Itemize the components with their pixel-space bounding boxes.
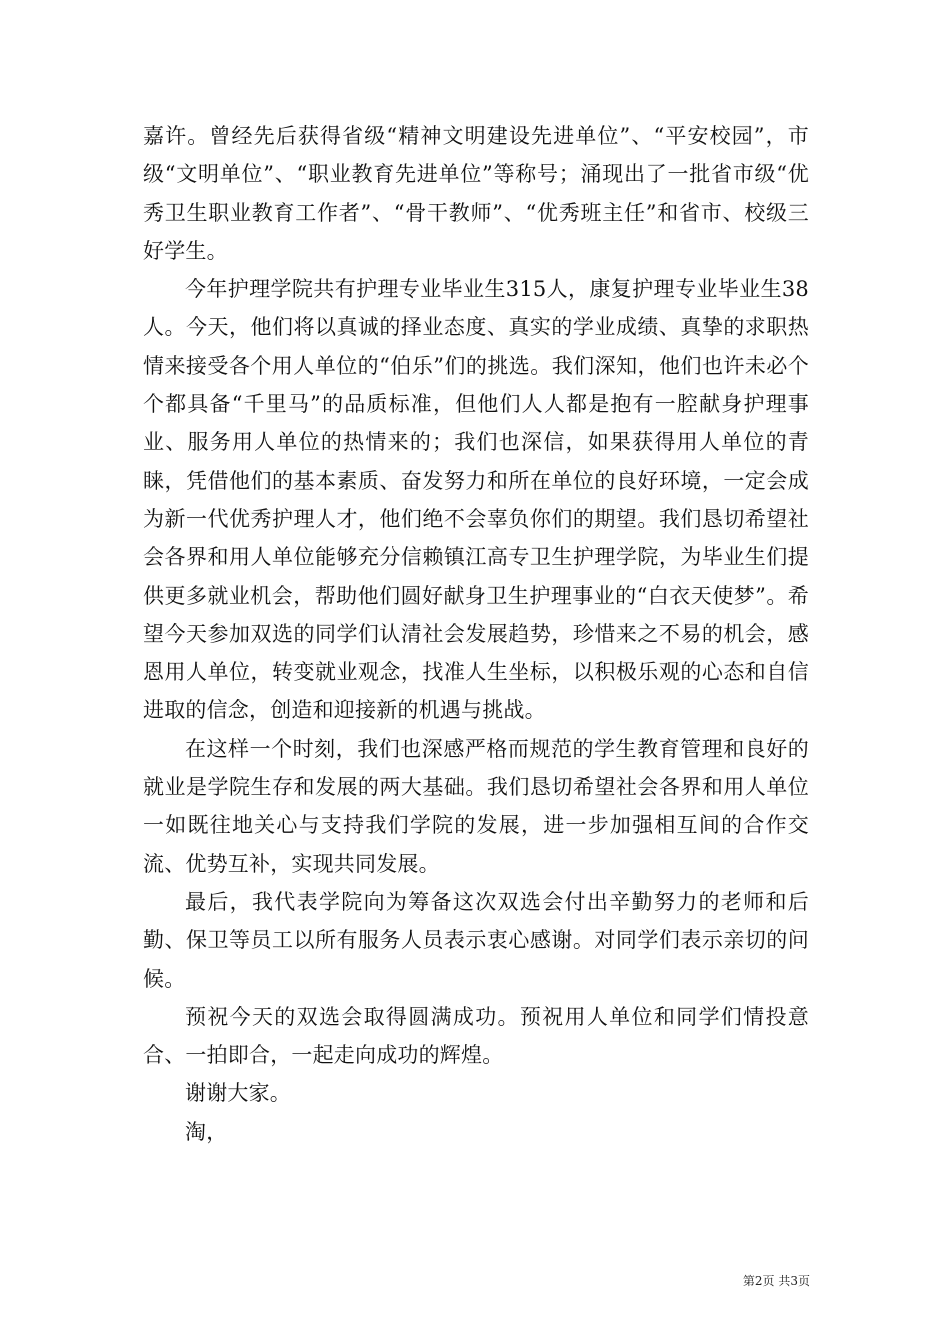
- paragraph-graduates: 今年护理学院共有护理专业毕业生315人，康复护理专业毕业生38人。今天，他们将以真诚的择业态度、真实的学业成绩、真挚的求职热情来接受各个用人单位的“伯乐”们的挑选。我们深知，他们也许未必个个都具备“千里马”的品质标准，但他们人人都是抱有一腔献身护理事业、服务用人单位的热情来的；我们也深信，如果获得用人单位的青睐，凭借他们的基本素质、奋发努力和所在单位的良好环境，一定会成为新一代优秀护理人才，他们绝不会辜负你们的期望。我们恳切希望社会各界和用人单位能够充分信赖镇江高专卫生护理学院，为毕业生们提供更多就业机会，帮助他们圆好献身卫生护理事业的“白衣天使梦”。希望今天参加双选的同学们认清社会发展趋势，珍惜来之不易的机会，感恩用人单位，转变就业观念，找准人生坐标，以积极乐观的心态和自信进取的信念，创造和迎接新的机遇与挑战。: [143, 277, 809, 723]
- paragraph-thanks: 最后，我代表学院向为筹备这次双选会付出辛勤努力的老师和后勤、保卫等员工以所有服务人员表示衷心感谢。对同学们表示亲切的问候。: [143, 889, 809, 991]
- page-number: 第2页 共3页: [742, 1274, 810, 1288]
- paragraph-fragment: 淘，: [185, 1119, 228, 1144]
- paragraph-closing: 谢谢大家。: [185, 1081, 291, 1106]
- document-body: [143, 117, 809, 1151]
- paragraph-foundation: 在这样一个时刻，我们也深感严格而规范的学生教育管理和良好的就业是学院生存和发展的两大基础。我们恳切希望社会各界和用人单位一如既往地关心与支持我们学院的发展，进一步加强相互间的合作交流、优势互补，实现共同发展。: [143, 736, 809, 876]
- paragraph-honors: 嘉许。曾经先后获得省级“精神文明建设先进单位”、“平安校园”，市级“文明单位”、“职业教育先进单位”等称号；涌现出了一批省市级“优秀卫生职业教育工作者”、“骨干教师”、“优秀班主任”和省市、校级三好学生。: [143, 124, 809, 263]
- paragraph-wishes: 预祝今天的双选会取得圆满成功。预祝用人单位和同学们情投意合、一拍即合，一起走向成功的辉煌。: [143, 1004, 809, 1068]
